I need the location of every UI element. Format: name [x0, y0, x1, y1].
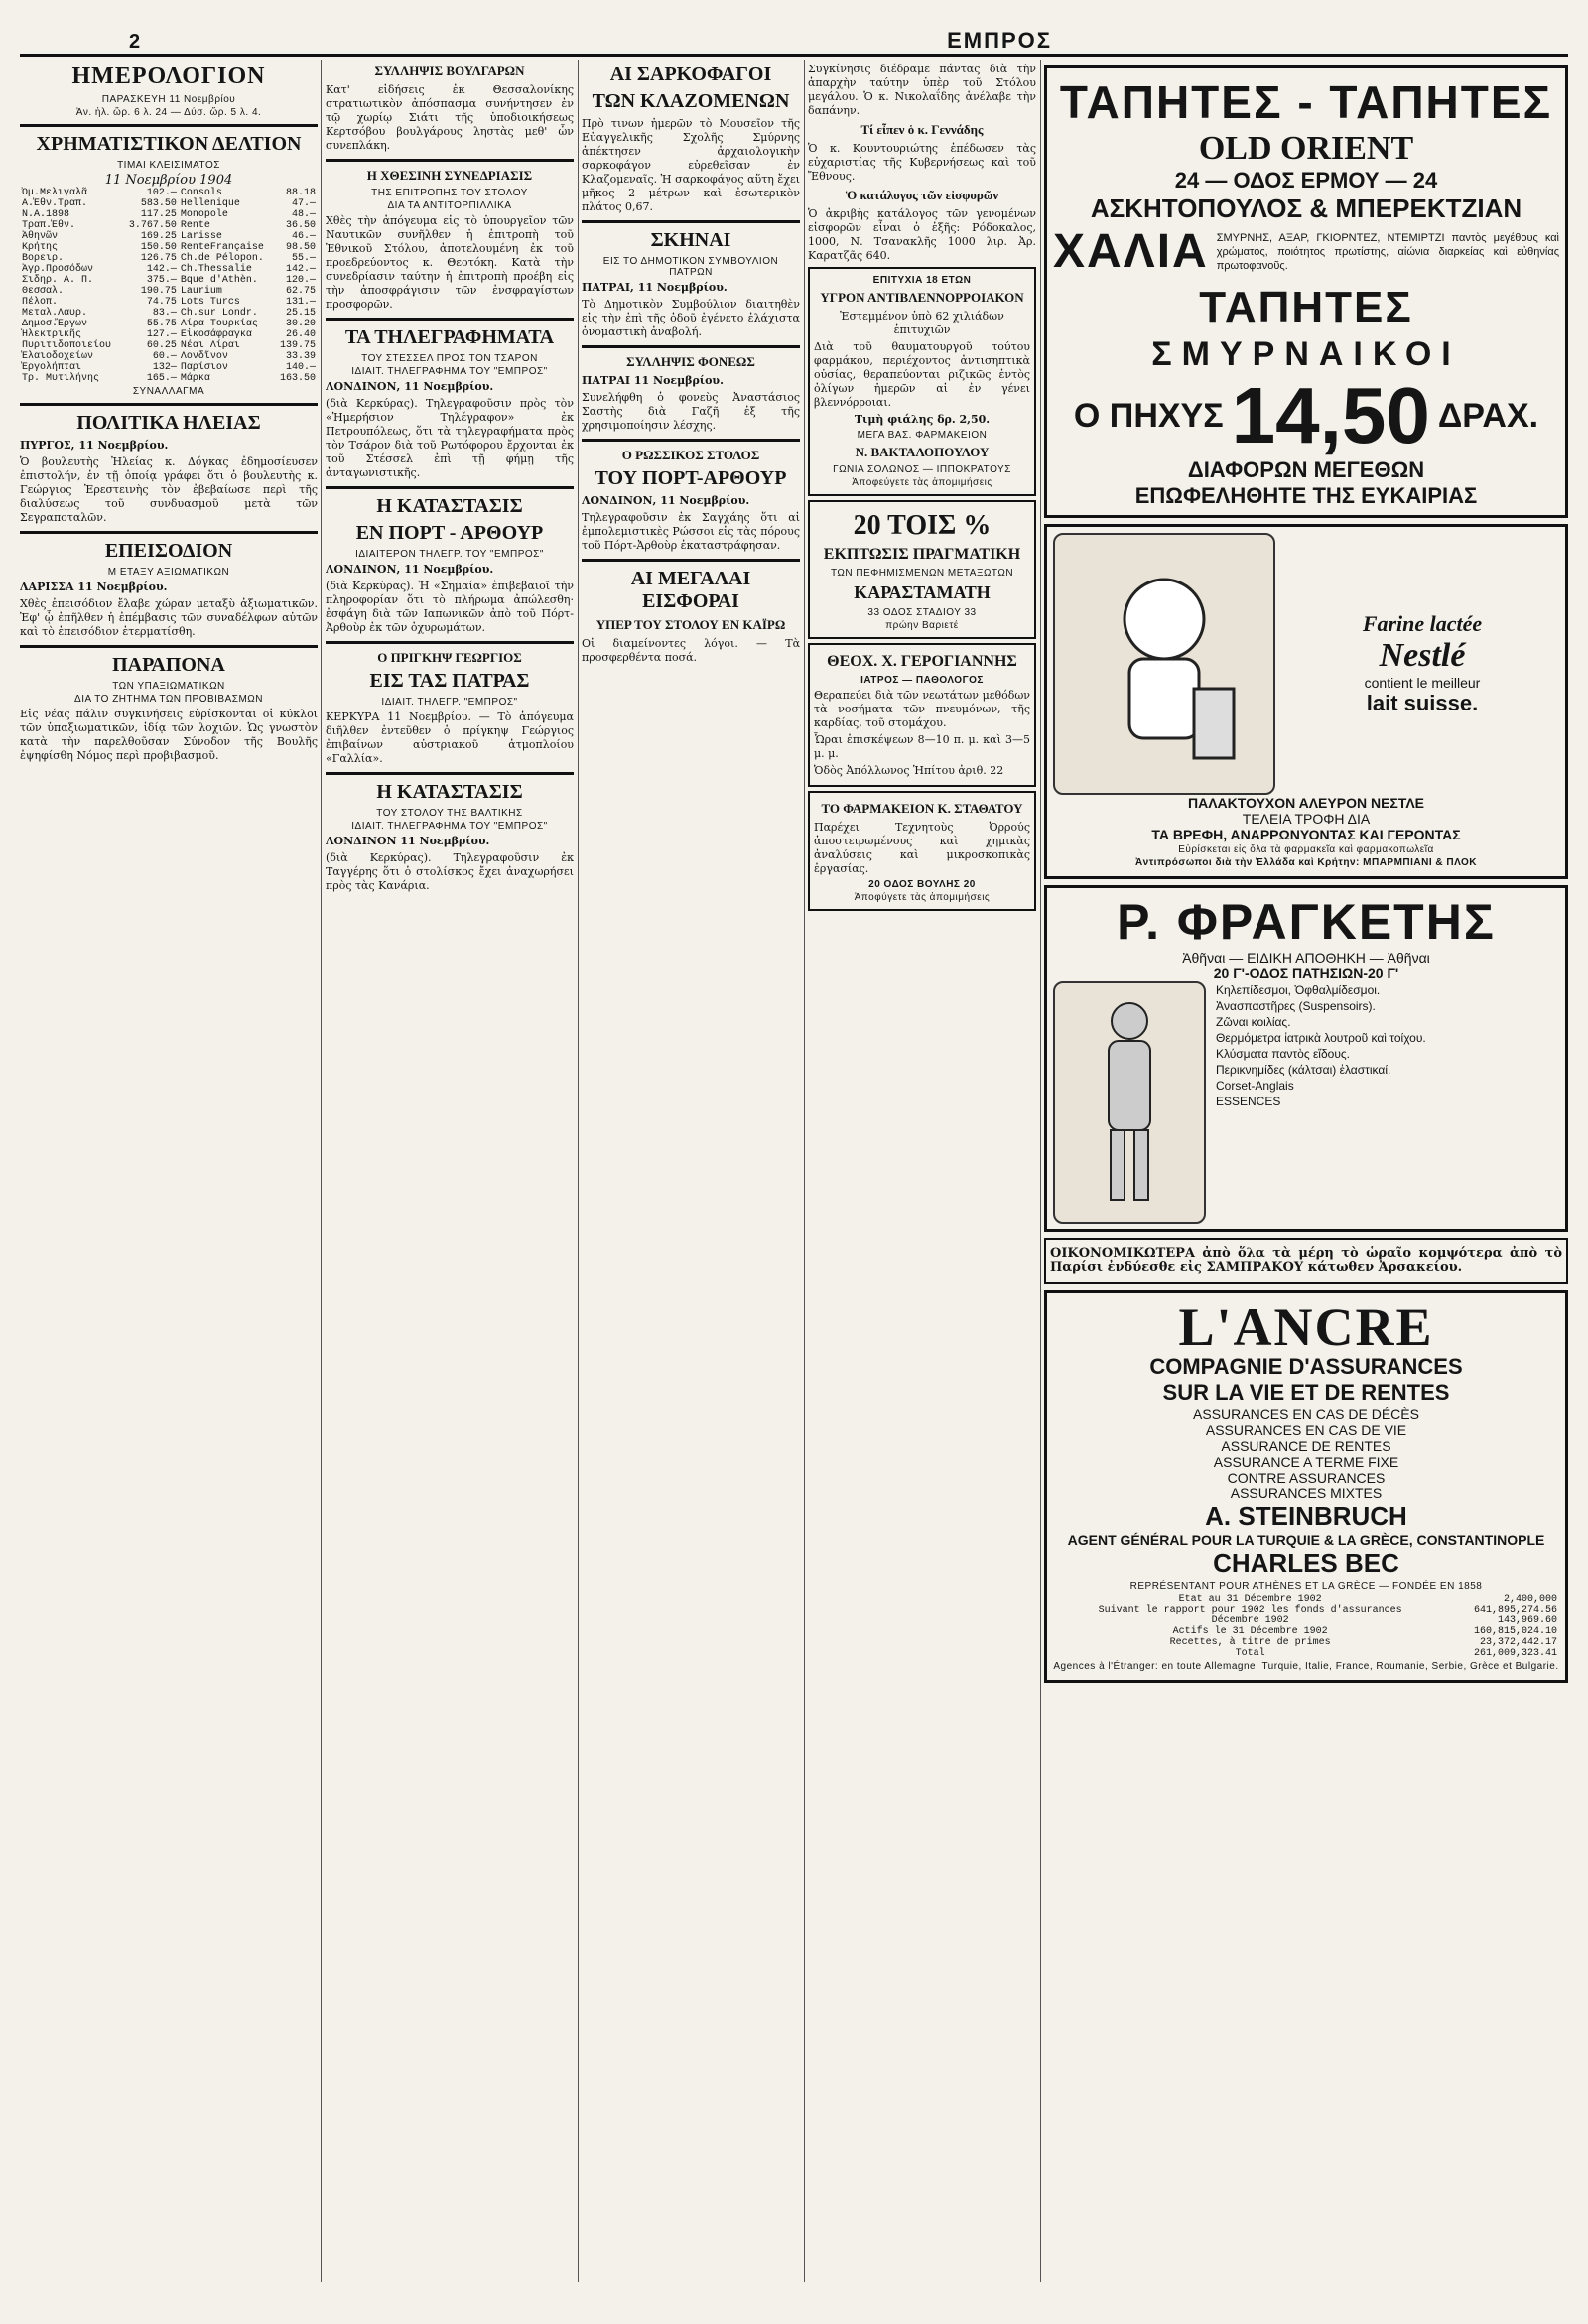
quote-row	[20, 329, 318, 340]
discount-line-4: 33 ΟΔΟΣ ΣΤΑΔΙΟΥ 33	[867, 607, 977, 618]
portarthur-subtitle: ΕΝ ΠΟΡΤ - ΑΡΘΟΥΡ	[355, 522, 544, 544]
finance-row	[1053, 1615, 1559, 1626]
incident-text: Χθὲς ἐπεισόδιον ἔλαβε χώραν μεταξὺ ἀξιωματικῶν. Ἐφ' ᾧ ἐπῆλθεν ἡ ἐπέμβασις τῶν συναδέλφων αὐτῶν καὶ τὸ ἐπεισόδιον ἐτερματίσθη.	[20, 597, 318, 638]
fragketis-item: Corset-Anglais	[1216, 1079, 1294, 1093]
finance-value: 23,372,442.17	[1479, 1637, 1557, 1648]
sabrakou-ad	[1044, 1238, 1568, 1284]
politics-text: Ὁ βουλευτὴς Ἠλείας κ. Δόγκας ἐδημοσίευσεν ἐπιστολήν, ἐν τῇ ὁποίᾳ γράφει ὅτι ὁ βουλευτὴς κ. Γεώργιος Ἐρεστεινὴς τὸν ἐβεβαίωσε περὶ τῆς διαλύσεως τοῦ συνδυασμοῦ μετὰ τῶν Σεγραποταλῶν.	[20, 455, 318, 524]
tapetes-word: ΤΑΠΗΤΕΣ	[1199, 283, 1413, 331]
quote-label: Θεσσαλ.	[22, 286, 65, 297]
fragketis-address: 20 Γ'-ΟΔΟΣ ΠΑΤΗΣΙΩΝ-20 Γ'	[1213, 966, 1399, 981]
quote-row	[20, 220, 318, 231]
portarthur-title: Η ΚΑΤΑΣΤΑΣΙΣ	[376, 495, 523, 517]
quote-label: Monopole	[180, 209, 228, 220]
quote-label: Ἐργολήπται	[22, 362, 82, 373]
ancre-line: ASSURANCE DE RENTES	[1221, 1438, 1391, 1454]
gifts-text: Οἱ διαμείνοντες λόγοι. — Τὰ προσφερθέντα ποσά.	[582, 637, 800, 664]
quote-value: 46.—	[291, 231, 316, 242]
finance-value: 143,969.60	[1497, 1615, 1557, 1626]
quote-value: 375.—	[146, 275, 177, 286]
ancre-line: CONTRE ASSURANCES	[1227, 1470, 1386, 1485]
ancre-subtitle: COMPAGNIE D'ASSURANCES	[1149, 1355, 1463, 1379]
quote-label: Ch.de Pélopon.	[180, 253, 264, 264]
finance-value: 261,009,323.41	[1473, 1648, 1557, 1659]
column-4	[808, 60, 1036, 2282]
complaints-title: ΠΑΡΑΠΟΝΑ	[112, 654, 225, 676]
quote-label: Λονδῖνον	[180, 351, 228, 362]
quote-value: 126.75	[140, 253, 177, 264]
quote-label: Δημοσ.Ἔργων	[22, 319, 88, 329]
quote-value: 33.39	[285, 351, 316, 362]
ad-text: Διὰ τοῦ θαυματουργοῦ τούτου φαρμάκου, περιέχοντος ἀντισηπτικὰ οὐσίας, θεραπεύονται ριζικῶς ἐντὸς ὀλίγων ἡμερῶν αἱ ἐν γένει βλεννόρροιαι.	[814, 340, 1030, 409]
doctor-text: Θεραπεύει διὰ τῶν νεωτάτων μεθόδων τὰ νοσήματα τῶν πνευμόνων, τῆς καρδίας, τοῦ στομάχου.	[814, 689, 1030, 729]
quote-value: 47.—	[291, 198, 316, 209]
finance-value: 160,815,024.10	[1473, 1626, 1557, 1637]
nestle-line-2: ΤΕΛΕΙΑ ΤΡΟΦΗ ΔΙΑ	[1242, 811, 1371, 827]
fragketis-subtitle: Ἀθῆναι — ΕΙΔΙΚΗ ΑΠΟΘΗΚΗ — Ἀθῆναι	[1182, 950, 1430, 966]
quote-value: 583.50	[140, 198, 177, 209]
stage-lead: ΠΑΤΡΑΙ, 11 Νοεμβρίου.	[582, 281, 728, 294]
quote-value: 55.—	[291, 253, 316, 264]
quote-label: Consols	[180, 188, 222, 198]
quote-value: 60.—	[152, 351, 177, 362]
baltic-text: (διὰ Κερκύρας). Τηλεγραφοῦσιν ἐκ Ταγγέρης ὅτι ὁ στολίσκος ἔχει ἀναχωρήσει πρὸς τὰς Κανάρια.	[326, 851, 574, 892]
quote-label: Laurium	[180, 286, 222, 297]
arrest-title: ΣΥΛΛΗΨΙΣ ΒΟΥΛΓΑΡΩΝ	[374, 64, 525, 78]
ancre-line: ASSURANCES EN CAS DE VIE	[1205, 1422, 1407, 1438]
fleet-subtitle: ΤΟΥ ΠΟΡΤ-ΑΡΘΟΥΡ	[595, 467, 787, 489]
finance-label: Actifs le 31 Décembre 1902	[1172, 1626, 1328, 1637]
quote-label: Bque d'Athèn.	[180, 275, 258, 286]
smyrna-word: ΣΜΥΡΝΑΙΚΟΙ	[1151, 335, 1461, 373]
nestle-top: Farine lactée	[1362, 611, 1483, 636]
quote-row	[20, 286, 318, 297]
stathatou-ad	[808, 791, 1036, 911]
quote-row	[20, 297, 318, 308]
fragketis-item: Περικνημίδες (κάλτσαι) ἐλαστικαί.	[1216, 1063, 1391, 1077]
ad-shop-address: ΓΩΝΙΑ ΣΟΛΩΝΟΣ — ΙΠΠΟΚΡΑΤΟΥΣ	[833, 464, 1011, 475]
quote-label: Κρήτης	[22, 242, 59, 253]
calendar-title: ΗΜΕΡΟΛΟΓΙΟΝ	[71, 64, 266, 89]
quote-row	[20, 319, 318, 329]
committee-subtitle: ΤΗΣ ΕΠΙΤΡΟΠΗΣ ΤΟΥ ΣΤΟΛΟΥ	[371, 188, 528, 198]
carpet-address: 24 — ΟΔΟΣ ΕΡΜΟΥ — 24	[1174, 168, 1438, 193]
quote-value: 60.25	[146, 340, 177, 351]
catalog-title: Ὁ κατάλογος τῶν εἰσφορῶν	[845, 188, 999, 202]
prince-text: ΚΕΡΚΥΡΑ 11 Νοεμβρίου. — Τὸ ἀπόγευμα διῆλθεν ἐντεῦθεν ὁ πρίγκηψ Γεώργιος ἐπιβαίνων αὐστριακοῦ ἀτμοπλοίου «Γαλλία».	[326, 710, 574, 765]
stathatou-address: 20 ΟΔΟΣ ΒΟΥΛΗΣ 20	[868, 879, 976, 890]
portarthur-text: (διὰ Κερκύρας). Ἡ «Σημαία» ἐπιβεβαιοῖ τὴν πληροφορίαν ὅτι τὸ πλήρωμα ἀπώλεσθη· ἐσφάγη διὰ τῶν Ιαπωνικῶν ἀπὸ τοῦ Πόρτ-Ἀρθοὺρ ἐκ τῶν ὀχυρωμάτων.	[326, 580, 574, 634]
closing-prices-title: ΤΙΜΑΙ ΚΛΕΙΣΙΜΑΤΟΣ	[117, 160, 220, 171]
exchange-title: ΧΡΗΜΑΤΙΣΤΙΚΟΝ ΔΕΛΤΙΟΝ	[36, 133, 302, 155]
nestle-ad	[1044, 524, 1568, 879]
finance-label: Etat au 31 Décembre 1902	[1178, 1594, 1322, 1605]
sun-times: Ἀν. ἡλ. ὥρ. 6 λ. 24 — Δύσ. ὥρ. 5 λ. 4.	[75, 107, 262, 118]
finance-value: 641,895,274.56	[1473, 1605, 1557, 1615]
stage-title: ΣΚΗΝΑΙ	[650, 229, 731, 251]
quote-row	[20, 209, 318, 220]
quote-row	[20, 275, 318, 286]
sarcophagi-text: Πρὸ τινων ἡμερῶν τὸ Μουσεῖον τῆς Εὐαγγελικῆς Σχολῆς Σμύρνης ἀπέκτησεν ἀρχαιολογικὴν σαρκοφάγον εὑρεθεῖσαν ἐν Κλαζομεναῖς. Ἡ σαρκοφάγος αὕτη ἔχει μῆκος 2 μέτρων καὶ ἐσωτερικὸν πλάτος 0,67.	[582, 117, 800, 213]
baltic-subtitle: ΤΟΥ ΣΤΟΛΟΥ ΤΗΣ ΒΑΛΤΙΚΗΣ	[376, 808, 523, 819]
quote-value: 83.—	[152, 308, 177, 319]
discount-ad	[808, 500, 1036, 639]
quote-label: Hellenique	[180, 198, 240, 209]
sarcophagi-title: ΑΙ ΣΑΡΚΟΦΑΓΟΙ	[609, 64, 772, 85]
incident-lead: ΛΑΡΙΣΣΑ 11 Νοεμβρίου.	[20, 581, 168, 593]
quote-label: Λίρα Τουρκίας	[180, 319, 258, 329]
telegrams-lead: ΛΟΝΔΙΝΟΝ, 11 Νοεμβρίου.	[326, 380, 494, 393]
quote-label: Ἠλεκτρικῆς	[22, 329, 82, 340]
telegrams-text: (διὰ Κερκύρας). Τηλεγραφοῦσιν πρὸς τὸν «Ἡμερήσιον Τηλέγραφον» ἐκ Πετρουπόλεως, ὅτι τὰ τηλεγραφήματα πρὸς τὸν Τσάρον διὰ τοῦ Ρωτόφορου ἔρχονται ἐκ τοῦ Στέσσελ ἐπὶ τῇ φήμῃ τῆς ἀνταγωνιστικῆς.	[326, 397, 574, 479]
quote-value: 165.—	[146, 373, 177, 384]
quote-label: Σιδηρ. Α. Π.	[22, 275, 94, 286]
quote-value: 62.75	[285, 286, 316, 297]
quote-label: Ἀγρ.Προσόδων	[22, 264, 94, 275]
quote-label: Βορειρ.	[22, 253, 65, 264]
stage-subtitle: ΕΙΣ ΤΟ ΔΗΜΟΤΙΚΟΝ ΣΥΜΒΟΥΛΙΟΝ ΠΑΤΡΩΝ	[602, 256, 779, 278]
quote-label: Ὀμ.Μελιγαλᾶ	[22, 188, 88, 198]
quote-value: 25.15	[285, 308, 316, 319]
halia-word: ΧΑΛΙΑ	[1053, 225, 1209, 278]
ad-shop-name: Ν. ΒΑΚΤΑΛΟΠΟΥΛΟΥ	[855, 445, 990, 459]
quote-value: 127.—	[146, 329, 177, 340]
pharmacy-ad	[808, 267, 1036, 496]
page-number: 2	[129, 31, 141, 53]
finance-label: Recettes, à titre de primes	[1169, 1637, 1331, 1648]
ancre-lines	[1053, 1406, 1559, 1501]
newspaper-page	[20, 20, 1568, 2282]
quote-value: 26.40	[285, 329, 316, 340]
ancre-subtitle-2: SUR LA VIE ET DE RENTES	[1162, 1380, 1450, 1405]
column-3	[582, 60, 800, 2282]
quote-value: 142.—	[146, 264, 177, 275]
quote-row	[20, 373, 318, 384]
quote-label: Μεταλ.Λαυρ.	[22, 308, 88, 319]
finance-label: Décembre 1902	[1211, 1615, 1289, 1626]
quote-value: 132—	[152, 362, 177, 373]
doctor-hours: Ὧραι ἐπισκέψεων 8—10 π. μ. καὶ 3—5 μ. μ.	[814, 733, 1030, 760]
finance-label: Suivant le rapport pour 1902 les fonds d'assurances	[1098, 1605, 1402, 1615]
sabrakou-text: ΟΙΚΟΝΟΜΙΚΩΤΕΡΑ ἀπὸ ὅλα τὰ μέρη τὸ ὡραῖο κομψότερα ἀπὸ τὸ Παρίσι ἐνδύεσθε εἰς ΣΑΜΠΡΑΚΟΥ κάτωθεν Ἀρσακείου.	[1050, 1246, 1562, 1275]
portarthur-subtitle-2: ΙΔΙΑΙΤΕΡΟΝ ΤΗΛΕΓΡ. ΤΟΥ "ΕΜΠΡΟΣ"	[355, 549, 544, 560]
quote-row	[20, 231, 318, 242]
finance-table	[1053, 1594, 1559, 1659]
fragketis-ad	[1044, 885, 1568, 1232]
baltic-title: Η ΚΑΤΑΣΤΑΣΙΣ	[376, 781, 523, 803]
prince-title: Ο ΠΡΙΓΚΗΨ ΓΕΩΡΓΙΟΣ	[377, 650, 522, 665]
statue-illustration	[1053, 981, 1206, 1224]
quote-label: Rente	[180, 220, 210, 231]
discount-line-3: ΚΑΡΑΣΤΑΜΑΤΗ	[854, 582, 991, 602]
ancre-line: ASSURANCES MIXTES	[1230, 1485, 1383, 1501]
ad-price: Τιμὴ φιάλης δρ. 2,50.	[854, 413, 991, 426]
opportunity-line: ΕΠΩΦΕΛΗΘΗΤΕ ΤΗΣ ΕΥΚΑΙΡΙΑΣ	[1134, 483, 1478, 508]
quote-row	[20, 351, 318, 362]
quote-value: 30.20	[285, 319, 316, 329]
stathatou-text: Παρέχει Τεχνητοὺς Ὀρρούς ἀποστειρωμένους καὶ χημικὰς ἀναλύσεις καὶ μικροσκοπικὰς ἐργασίας.	[814, 821, 1030, 875]
discount-percent: 20 ΤΟΙΣ %	[853, 510, 992, 541]
carpet-brand: OLD ORIENT	[1198, 130, 1414, 167]
ad-product: ΥΓΡΟΝ ΑΝΤΙΒΛΕΝΝΟΡΡΟΙΑΚΟΝ	[820, 290, 1024, 305]
fragketis-item: ESSENCES	[1216, 1095, 1281, 1108]
prince-subtitle: ΕΙΣ ΤΑΣ ΠΑΤΡΑΣ	[369, 670, 530, 692]
quote-label: RenteFrançaise	[180, 242, 264, 253]
quote-label: Ἐλαιοδοχείων	[22, 351, 94, 362]
quote-label: Τρ. Μυτιλήνης	[22, 373, 100, 384]
quote-label: Πυριτιδοποιείου	[22, 340, 112, 351]
baltic-subtitle-2: ΙΔΙΑΙΤ. ΤΗΛΕΓΡΑΦΗΜΑ ΤΟΥ "ΕΜΠΡΟΣ"	[351, 821, 548, 832]
quote-value: 74.75	[146, 297, 177, 308]
finance-row	[1053, 1594, 1559, 1605]
gifts-title: ΑΙ ΜΕΓΑΛΑΙ ΕΙΣΦΟΡΑΙ	[630, 568, 751, 612]
gennadis-title: Τί εἶπεν ὁ κ. Γεννάδης	[860, 122, 984, 137]
agent-name: A. STEINBRUCH	[1205, 1501, 1407, 1531]
nestle-caption-1: contient le meilleur	[1364, 675, 1481, 691]
telegrams-title: ΤΑ ΤΗΛΕΓΡΑΦΗΜΑΤΑ	[344, 326, 555, 348]
gifts-subtitle: ΥΠΕΡ ΤΟΥ ΣΤΟΛΟΥ ΕΝ ΚΑΪΡΩ	[596, 617, 786, 632]
quote-row	[20, 198, 318, 209]
nestle-line-4: Εὑρίσκεται εἰς ὅλα τὰ φαρμακεῖα καὶ φαρμακοπωλεῖα	[1178, 844, 1434, 855]
portarthur-lead: ΛΟΝΔΙΝΟΝ, 11 Νοεμβρίου.	[326, 563, 494, 576]
arrest-text: Κατ' εἰδήσεις ἐκ Θεσσαλονίκης στρατιωτικὸν ἀπόσπασμα συνήντησεν ἐν τῷ χωρίῳ Σιάτι τῆς ὑποδιοικήσεως Κερτσόβου βουλγάρους ληστὰς μεθ' ὧν συνεπλάκη.	[326, 83, 574, 152]
gennadis-text: Ὁ κ. Κουντουριώτης ἐπέδωσεν τὰς εὐχαριστίας τῆς Κυβερνήσεως καὶ τοῦ Ἔθνους.	[808, 142, 1036, 183]
discount-line-2: ΤΩΝ ΠΕΦΗΜΙΣΜΕΝΩΝ ΜΕΤΑΞΩΤΩΝ	[830, 568, 1014, 579]
ad-subtitle: Ἐστεμμένον ὑπὸ 62 χιλιάδων ἐπιτυχιῶν	[840, 310, 1004, 336]
baby-illustration	[1053, 533, 1275, 795]
quote-label: Α.Ἐθν.Τραπ.	[22, 198, 88, 209]
quote-value: 48.—	[291, 209, 316, 220]
complaints-text: Εἰς νέας πάλιν συγκινήσεις εὑρίσκονται οἱ κύκλοι τῶν ὑπαξιωματικῶν, ἰδίᾳ τῶν λοχιῶν. Ὡς γνωστὸν κατὰ τὴν παρελθοῦσαν Σύνοδον τῆς Βουλῆς ἐψηφίσθη Νόμος περὶ προβιβασμοῦ.	[20, 708, 318, 762]
doctor-title: ΙΑΤΡΟΣ — ΠΑΘΟΛΟΓΟΣ	[860, 675, 984, 686]
stage-text: Τὸ Δημοτικὸν Συμβούλιον διαιτηθὲν εἰς τὴν ἐπὶ τῆς ὁδοῦ ἐγένετο ἐλάχιστα ὀνομαστικὴ ἀναβολή.	[582, 298, 800, 338]
quote-row	[20, 253, 318, 264]
quote-label: Ἀθηνῶν	[22, 231, 59, 242]
nestle-line-3: ΤΑ ΒΡΕΦΗ, ΑΝΑΡΡΩΝΥΟΝΤΑΣ ΚΑΙ ΓΕΡΟΝΤΑΣ	[1151, 827, 1461, 842]
quote-value: 55.75	[146, 319, 177, 329]
fleet-title: Ο ΡΩΣΣΙΚΟΣ ΣΤΟΛΟΣ	[621, 448, 760, 462]
agent-role: AGENT GÉNÉRAL POUR LA TURQUIE & LA GRÈCE, CONSTANTINOPLE	[1067, 1532, 1545, 1548]
discount-line-5: πρώην Βαριετέ	[885, 620, 959, 631]
newspaper-name: ΕΜΠΡΟΣ	[947, 28, 1052, 53]
complaints-subtitle-2: ΔΙΑ ΤΟ ΖΗΤΗΜΑ ΤΩΝ ΠΡΟΒΙΒΑΣΜΩΝ	[74, 694, 263, 705]
committee-title: Η ΧΘΕΣΙΝΗ ΣΥΝΕΔΡΙΑΣΙΣ	[366, 168, 533, 183]
ad-shop: ΜΕΓΑ ΒΑΣ. ΦΑΡΜΑΚΕΙΟΝ	[857, 430, 988, 441]
quote-value: 98.50	[285, 242, 316, 253]
agent-sub: CHARLES BEC	[1213, 1548, 1399, 1578]
quote-value: 169.25	[140, 231, 177, 242]
carpet-ad	[1044, 65, 1568, 518]
ancre-ad	[1044, 1290, 1568, 1683]
price-prefix: Ο ΠΗΧΥΣ	[1073, 396, 1224, 435]
quotes-subtitle: ΣΥΝΑΛΛΑΓΜΑ	[132, 386, 205, 397]
nestle-brand: Nestlé	[1379, 637, 1466, 674]
nestle-caption-2: lait suisse.	[1366, 691, 1479, 715]
quote-label: Ch.sur Londr.	[180, 308, 258, 319]
ancre-title: L'ANCRE	[1178, 1297, 1434, 1356]
fragketis-item: Κηλεπίδεσμοι, Ὀφθαλμίδεσμοι.	[1216, 983, 1381, 997]
quote-label: Ch.Thessalie	[180, 264, 252, 275]
fleet-text: Τηλεγραφοῦσιν ἐκ Σαγχάης ὅτι αἱ ἐμπολεμιστικὲς Ρώσσοι εἰς τὰς πόρους τοῦ Πόρτ-Ἀρθοὺρ ἐκαταστράφησαν.	[582, 511, 800, 552]
quote-row	[20, 264, 318, 275]
finance-row	[1053, 1648, 1559, 1659]
column-5-ads	[1044, 60, 1568, 2282]
finance-value: 2,400,000	[1503, 1594, 1557, 1605]
quote-value: 139.75	[279, 340, 316, 351]
incident-subtitle: Μ ΕΤΑΞΥ ΑΞΙΩΜΑΤΙΚΩΝ	[107, 567, 230, 578]
fragketis-name: Ρ. ΦΡΑΓΚΕΤΗΣ	[1117, 894, 1496, 950]
committee-subtitle-2: ΔΙΑ ΤΑ ΑΝΤΙΤΟΡΠΙΛΛΙΚΑ	[387, 200, 512, 211]
quote-label: Νέαι Λίραι	[180, 340, 240, 351]
calendar-line: ΠΑΡΑΣΚΕΥΗ 11 Νοεμβρίου	[101, 94, 236, 105]
telegrams-subtitle-2: ΙΔΙΑΙΤ. ΤΗΛΕΓΡΑΦΗΜΑ ΤΟΥ "ΕΜΠΡΟΣ"	[351, 366, 548, 377]
column-1	[20, 60, 318, 2282]
lead-text: Συγκίνησις διέδραμε πάντας διὰ τὴν ἀπαρχὴν ταύτην ὑπὲρ τοῦ Στόλου μεγάλου. Ὁ κ. Νικολαΐδης ἀνέλαβε τὴν δαπάνην.	[808, 63, 1036, 117]
murder-title: ΣΥΛΛΗΨΙΣ ΦΟΝΕΩΣ	[626, 354, 755, 369]
quote-value: 142.—	[285, 264, 316, 275]
carpet-headline: ΤΑΠΗΤΕΣ - ΤΑΠΗΤΕΣ	[1059, 76, 1553, 128]
stathatou-title: ΤΟ ΦΑΡΜΑΚΕΙΟΝ Κ. ΣΤΑΘΑΤΟΥ	[821, 801, 1023, 816]
quote-row	[20, 362, 318, 373]
halia-text: ΣΜΥΡΝΗΣ, ΑΞΑΡ, ΓΚΙΟΡΝΤΕΖ, ΝΤΕΜΙΡΤΖΙ παντὸς μεγέθους καὶ χρώματος, ποιότητος πρωτίστης, αἰώνια διαρκείας καὶ εὐθηνίας πρωτοφανοῦς.	[1216, 232, 1559, 272]
finance-row	[1053, 1637, 1559, 1648]
quote-value: 117.25	[140, 209, 177, 220]
quote-label: Ν.Α.1898	[22, 209, 70, 220]
agent-sub-2: REPRÉSENTANT POUR ATHÈNES ET LA GRÈCE — FONDÉE EN 1858	[1129, 1581, 1483, 1592]
murder-text: Συνελήφθη ὁ φονεὺς Ἀναστάσιος Σαστὴς διὰ Γαζῆ ἐξ τῆς χρησιμοποίησιν λέσχης.	[582, 391, 800, 432]
baltic-lead: ΛΟΝΔΙΝΟΝ 11 Νοεμβρίου.	[326, 835, 490, 847]
quote-value: 88.18	[285, 188, 316, 198]
catalog-text: Ὁ ἀκριβὴς κατάλογος τῶν γενομένων εἰσφορῶν εἶναι ὁ ἑξῆς: Ρόδοκαλος, 1000, Ν. Τσανακλῆς 1000 λιρ. Ἀρ. Καρατζᾶς 640.	[808, 207, 1036, 262]
quote-value: 36.50	[285, 220, 316, 231]
ancre-line: ASSURANCES EN CAS DE DÉCÈS	[1193, 1406, 1419, 1422]
quote-value: 131.—	[285, 297, 316, 308]
finance-label: Total	[1235, 1648, 1265, 1659]
stathatou-footer: Ἀποφύγετε τὰς ἀπομιμήσεις	[854, 892, 991, 903]
finance-footer: Agences à l'Étranger: en toute Allemagne, Turquie, Italie, France, Roumanie, Serbie, Grèce et Bulgarie.	[1053, 1661, 1559, 1672]
sarcophagi-subtitle: ΤΩΝ ΚΛΑΖΟΜΕΝΩΝ	[592, 90, 790, 112]
quote-value: 190.75	[140, 286, 177, 297]
quote-label: Larisse	[180, 231, 222, 242]
fragketis-item: Ἀνασπαστῆρες (Suspensoirs).	[1216, 999, 1376, 1013]
quote-label: Lots Turcs	[180, 297, 240, 308]
ad-shop-warning: Ἀποφεύγετε τὰς ἀπομιμήσεις	[852, 477, 992, 488]
nestle-agents: Ἀντιπρόσωποι διὰ τὴν Ἑλλάδα καὶ Κρήτην: ΜΠΑΡΜΠΙΑΝΙ & ΠΛΟΚ	[1134, 857, 1478, 868]
telegrams-subtitle: ΤΟΥ ΣΤΕΣΣΕΛ ΠΡΟΣ ΤΟΝ ΤΣΑΡΟΝ	[361, 353, 538, 364]
fragketis-item: Κλύσματα παντὸς εἴδους.	[1216, 1047, 1351, 1061]
quote-label: Πέλοπ.	[22, 297, 59, 308]
fleet-lead: ΛΟΝΔΙΝΟΝ, 11 Νοεμβρίου.	[582, 494, 750, 507]
quote-row	[20, 188, 318, 198]
quote-label: Τραπ.Ἐθν.	[22, 220, 76, 231]
quote-value: 102.—	[146, 188, 177, 198]
incident-title: ΕΠΕΙΣΟΔΙΟΝ	[104, 540, 233, 562]
politics-lead: ΠΥΡΓΟΣ, 11 Νοεμβρίου.	[20, 439, 169, 452]
doctor-ad	[808, 643, 1036, 787]
committee-text: Χθὲς τὴν ἀπόγευμα εἰς τὸ ὑπουργεῖον τῶν Ναυτικῶν συνῆλθεν ἡ ἐπιτροπὴ τοῦ Ἐθνικοῦ Στόλου, ἀποτελουμένη ἐκ τοῦ προεδρεύοντος κ. Θεοτόκη. Κατὰ τὴν συνεδρίασιν ταύτην ἡ ἐπιτροπὴ προέβη εἰς τὴν ἀποσφράγισιν τῶν ἐνσφραγίστων προσφορῶν.	[326, 214, 574, 311]
bulletin-date: 11 Νοεμβρίου 1904	[104, 173, 233, 188]
masthead	[20, 20, 1568, 57]
ad-years: ΕΠΙΤΥΧΙΑ 18 ΕΤΩΝ	[872, 275, 972, 286]
sizes-line: ΔΙΑΦΟΡΩΝ ΜΕΓΕΘΩΝ	[1187, 457, 1425, 482]
carpet-firm: ΑΣΚΗΤΟΠΟΥΛΟΣ & ΜΠΕΡΕΚΤΖΙΑΝ	[1090, 194, 1522, 223]
fragketis-items	[1216, 981, 1559, 1110]
complaints-subtitle: ΤΩΝ ΥΠΑΞΙΩΜΑΤΙΚΩΝ	[112, 681, 225, 692]
discount-line-1: ΕΚΠΤΩΣΙΣ ΠΡΑΓΜΑΤΙΚΗ	[823, 546, 1021, 563]
quote-label: Μάρκα	[180, 373, 210, 384]
quote-row	[20, 340, 318, 351]
quote-value: 140.—	[285, 362, 316, 373]
nestle-line-1: ΠΑΛΑΚΤΟΥΧΟΝ ΑΛΕΥΡΟΝ ΝΕΣΤΛΕ	[1187, 795, 1424, 811]
politics-title: ΠΟΛΙΤΙΚΑ ΗΛΕΙΑΣ	[76, 412, 261, 434]
doctor-address: Ὁδὸς Ἀπόλλωνος Ἡπίτου ἀριθ. 22	[814, 764, 1004, 777]
murder-lead: ΠΑΤΡΑΙ 11 Νοεμβρίου.	[582, 374, 724, 387]
quote-value: 150.50	[140, 242, 177, 253]
finance-row	[1053, 1605, 1559, 1615]
quote-value: 163.50	[279, 373, 316, 384]
quote-row	[20, 308, 318, 319]
finance-row	[1053, 1626, 1559, 1637]
fragketis-item: Θερμόμετρα ἰατρικὰ λουτροῦ καὶ τοίχου.	[1216, 1031, 1426, 1045]
doctor-name: ΘΕΟΧ. Χ. ΓΕΡΟΓΙΑΝΝΗΣ	[827, 653, 1017, 670]
price-unit: ΔΡΑΧ.	[1437, 396, 1539, 435]
column-2	[326, 60, 574, 2282]
quote-label: Εἰκοσάφραγκα	[180, 329, 252, 340]
quote-label: Παρίσιον	[180, 362, 228, 373]
quote-row	[20, 242, 318, 253]
quote-value: 120.—	[285, 275, 316, 286]
prince-subtitle-2: ΙΔΙΑΙΤ. ΤΗΛΕΓΡ. "ΕΜΠΡΟΣ"	[381, 697, 518, 708]
price-value: 14,50	[1231, 371, 1430, 459]
ancre-line: ASSURANCE A TERME FIXE	[1213, 1454, 1399, 1470]
quotes-table	[20, 188, 318, 384]
quote-value: 3.767.50	[128, 220, 177, 231]
fragketis-item: Ζῶναι κοιλίας.	[1216, 1015, 1291, 1029]
